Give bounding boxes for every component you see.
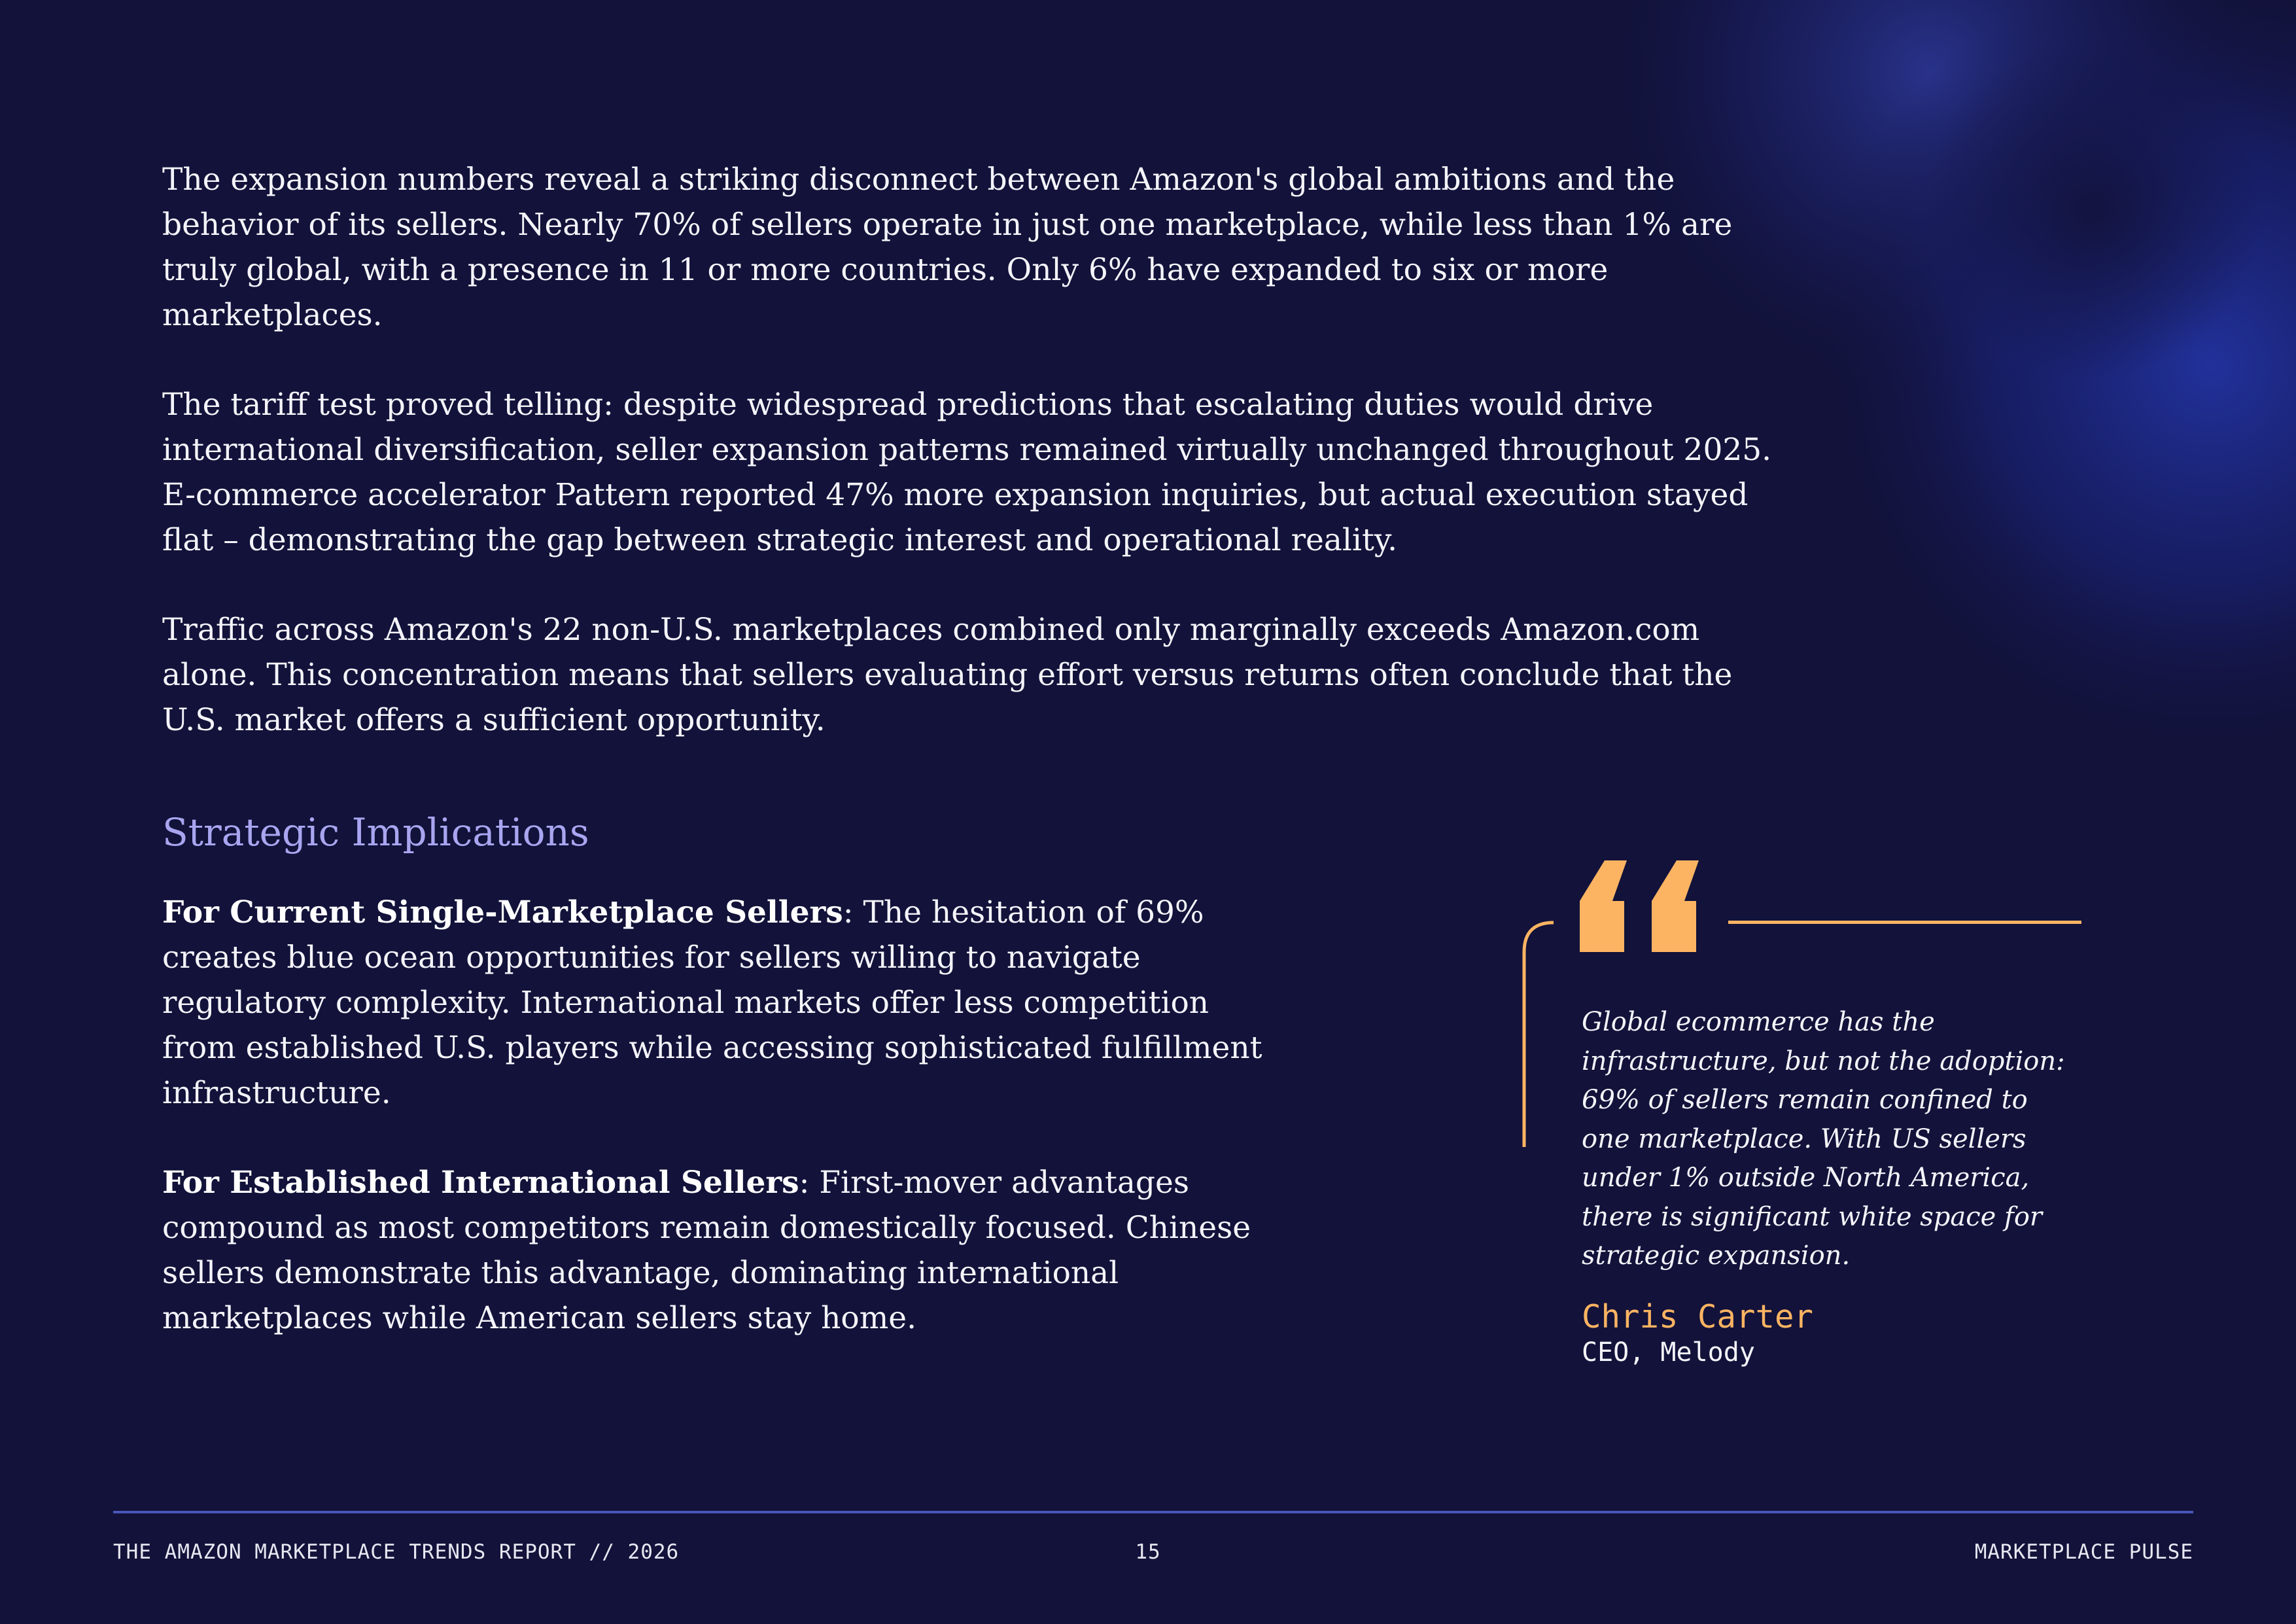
pull-quote — [1518, 860, 2093, 1384]
quote-bracket — [1518, 860, 1557, 1148]
quote-rule — [1728, 921, 2081, 924]
implications-list — [162, 890, 1274, 1385]
section-heading: Strategic Implications — [162, 810, 589, 855]
body-paragraph-2: The tariff test proved telling: despite widespread predictions that escalating duties would drive international diversification, seller expansion patterns remained virtually unchanged throughout 2025. E-commerce accelerator Pattern reported 47% more expansion inquiries, but actual execution stayed flat – demonstrating the gap between strategic interest and operational reality. — [162, 387, 1772, 558]
implication-item — [162, 890, 1274, 1116]
body-paragraph-1: The expansion numbers reveal a striking disconnect between Amazon's global ambitions and the behavior of its sellers. Nearly 70% of sellers operate in just one marketplace, while less than 1% are truly global, with a presence in 11 or more countries. Only 6% have expanded to six or more marketplaces. — [162, 162, 1733, 333]
implication-title: For Established International Sellers — [162, 1165, 799, 1201]
intro-text — [162, 157, 1798, 787]
footer-report-title: THE AMAZON MARKETPLACE TRENDS REPORT // 2026 — [113, 1540, 680, 1564]
quote-mark-icon — [1580, 860, 1704, 952]
implication-item — [162, 1160, 1274, 1341]
quote-role: CEO, Melody — [1582, 1337, 1755, 1368]
implication-text: : The hesitation of 69% creates blue ocean opportunities for sellers willing to navigate regulatory complexity. International markets offer less competition from established U.S. players while accessing sophisticated fulfillment infrastructure. — [162, 894, 1262, 1111]
quote-text: Global ecommerce has the infrastructure, but not the adoption: 69% of sellers remain confined to one marketplace. With US sellers under 1% outside North America, there is significant white space for strategic expansion. — [1582, 1007, 2065, 1271]
footer-brand: MARKETPLACE PULSE — [1974, 1540, 2193, 1564]
quote-author: Chris Carter — [1582, 1298, 1814, 1335]
implication-title: For Current Single-Marketplace Sellers — [162, 894, 843, 930]
footer-divider — [113, 1511, 2193, 1513]
page-number: 15 — [1135, 1540, 1161, 1564]
body-paragraph-3: Traffic across Amazon's 22 non-U.S. marketplaces combined only marginally exceeds Amazon.com alone. This concentration means that sellers evaluating effort versus returns often conclude that the U.S. market offers a sufficient opportunity. — [162, 612, 1733, 738]
implication-text: : First-mover advantages compound as most competitors remain domestically focused. Chinese sellers demonstrate this advantage, dominating international marketplaces while American sellers stay home. — [162, 1165, 1251, 1336]
